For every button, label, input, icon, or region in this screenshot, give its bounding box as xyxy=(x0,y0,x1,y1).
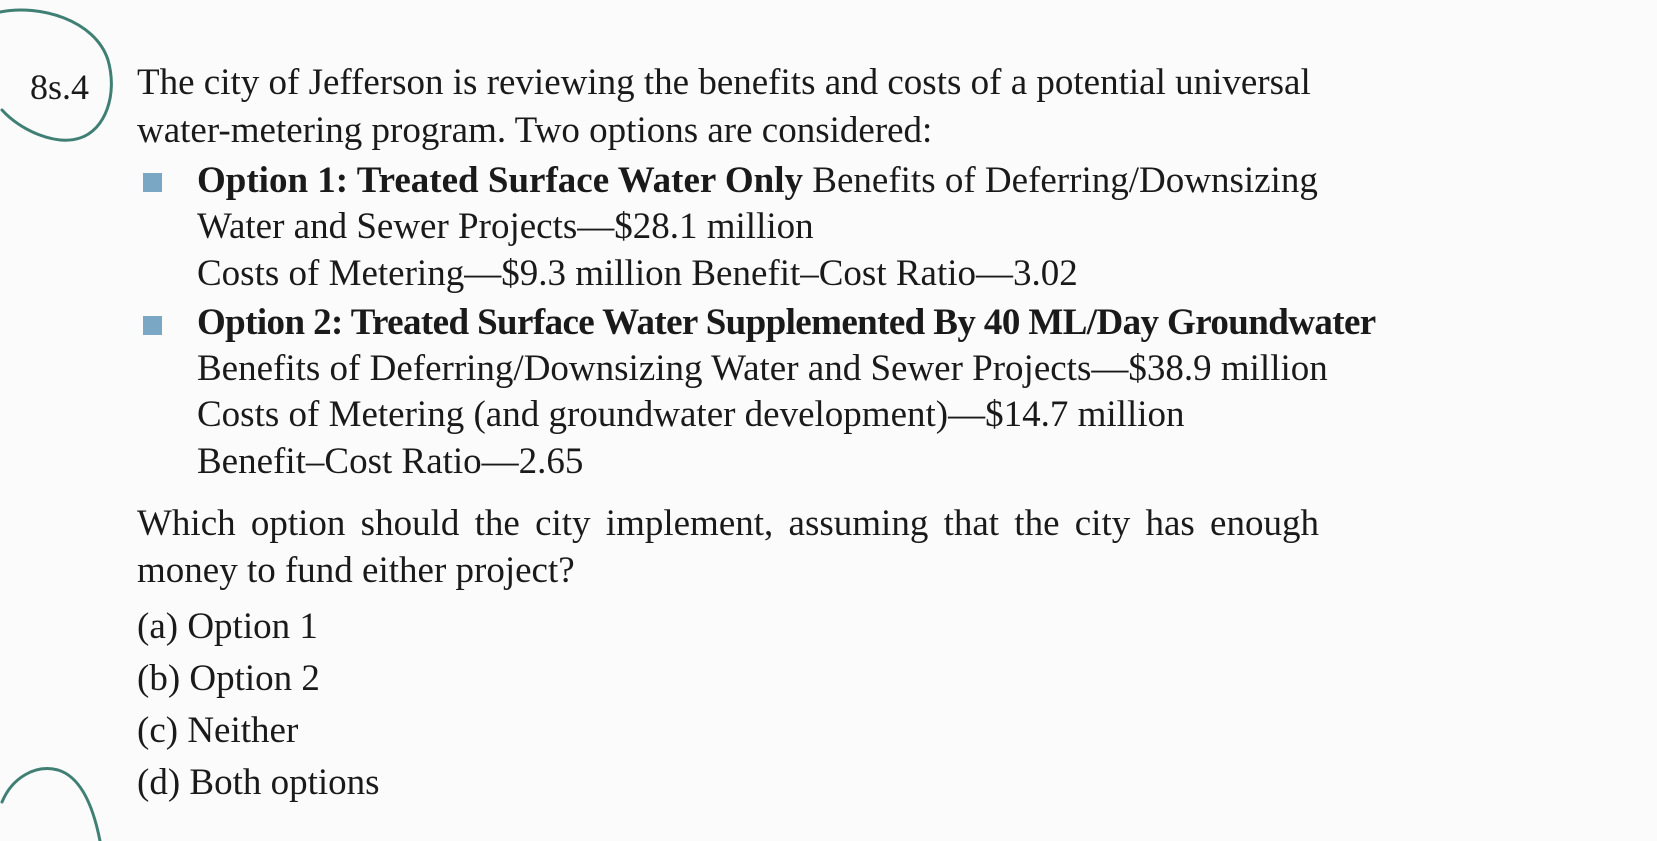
choice-c[interactable]: (c) Neither xyxy=(137,710,299,751)
option-2-line-1: Benefits of Deferring/Downsizing Water and Sewer Projects—$38.9 million xyxy=(197,348,1328,389)
problem-number: 8s.4 xyxy=(30,67,90,107)
choice-d[interactable]: (d) Both options xyxy=(137,762,380,803)
option-2-heading: Option 2: Treated Surface Water Supplemented By 40 ML/Day Groundwater xyxy=(197,302,1376,343)
option-2-bullet xyxy=(143,316,162,335)
question-line-2: money to fund either project? xyxy=(137,550,575,591)
option-2-line-3: Benefit–Cost Ratio—2.65 xyxy=(197,441,584,482)
option-1-bullet xyxy=(143,173,162,192)
option-1-line-2: Water and Sewer Projects—$28.1 million xyxy=(197,206,814,247)
option-1-benefits-label: Benefits of Deferring/Downsizing xyxy=(812,160,1318,201)
option-1-line-3: Costs of Metering—$9.3 million Benefit–Cost Ratio—3.02 xyxy=(197,253,1078,294)
option-1-line-1 xyxy=(197,158,1318,204)
intro-line-2: water-metering program. Two options are considered: xyxy=(137,110,933,151)
choice-a[interactable]: (a) Option 1 xyxy=(137,606,318,647)
option-2-line-2: Costs of Metering (and groundwater development)—$14.7 million xyxy=(197,394,1185,435)
question-line-1: Which option should the city implement, assuming that the city has enough xyxy=(137,503,1319,544)
circle-mark-choice-d xyxy=(2,769,100,841)
intro-line-1: The city of Jefferson is reviewing the benefits and costs of a potential universal xyxy=(137,62,1311,103)
option-1-heading: Option 1: Treated Surface Water Only xyxy=(197,160,804,201)
choice-b[interactable]: (b) Option 2 xyxy=(137,658,320,699)
